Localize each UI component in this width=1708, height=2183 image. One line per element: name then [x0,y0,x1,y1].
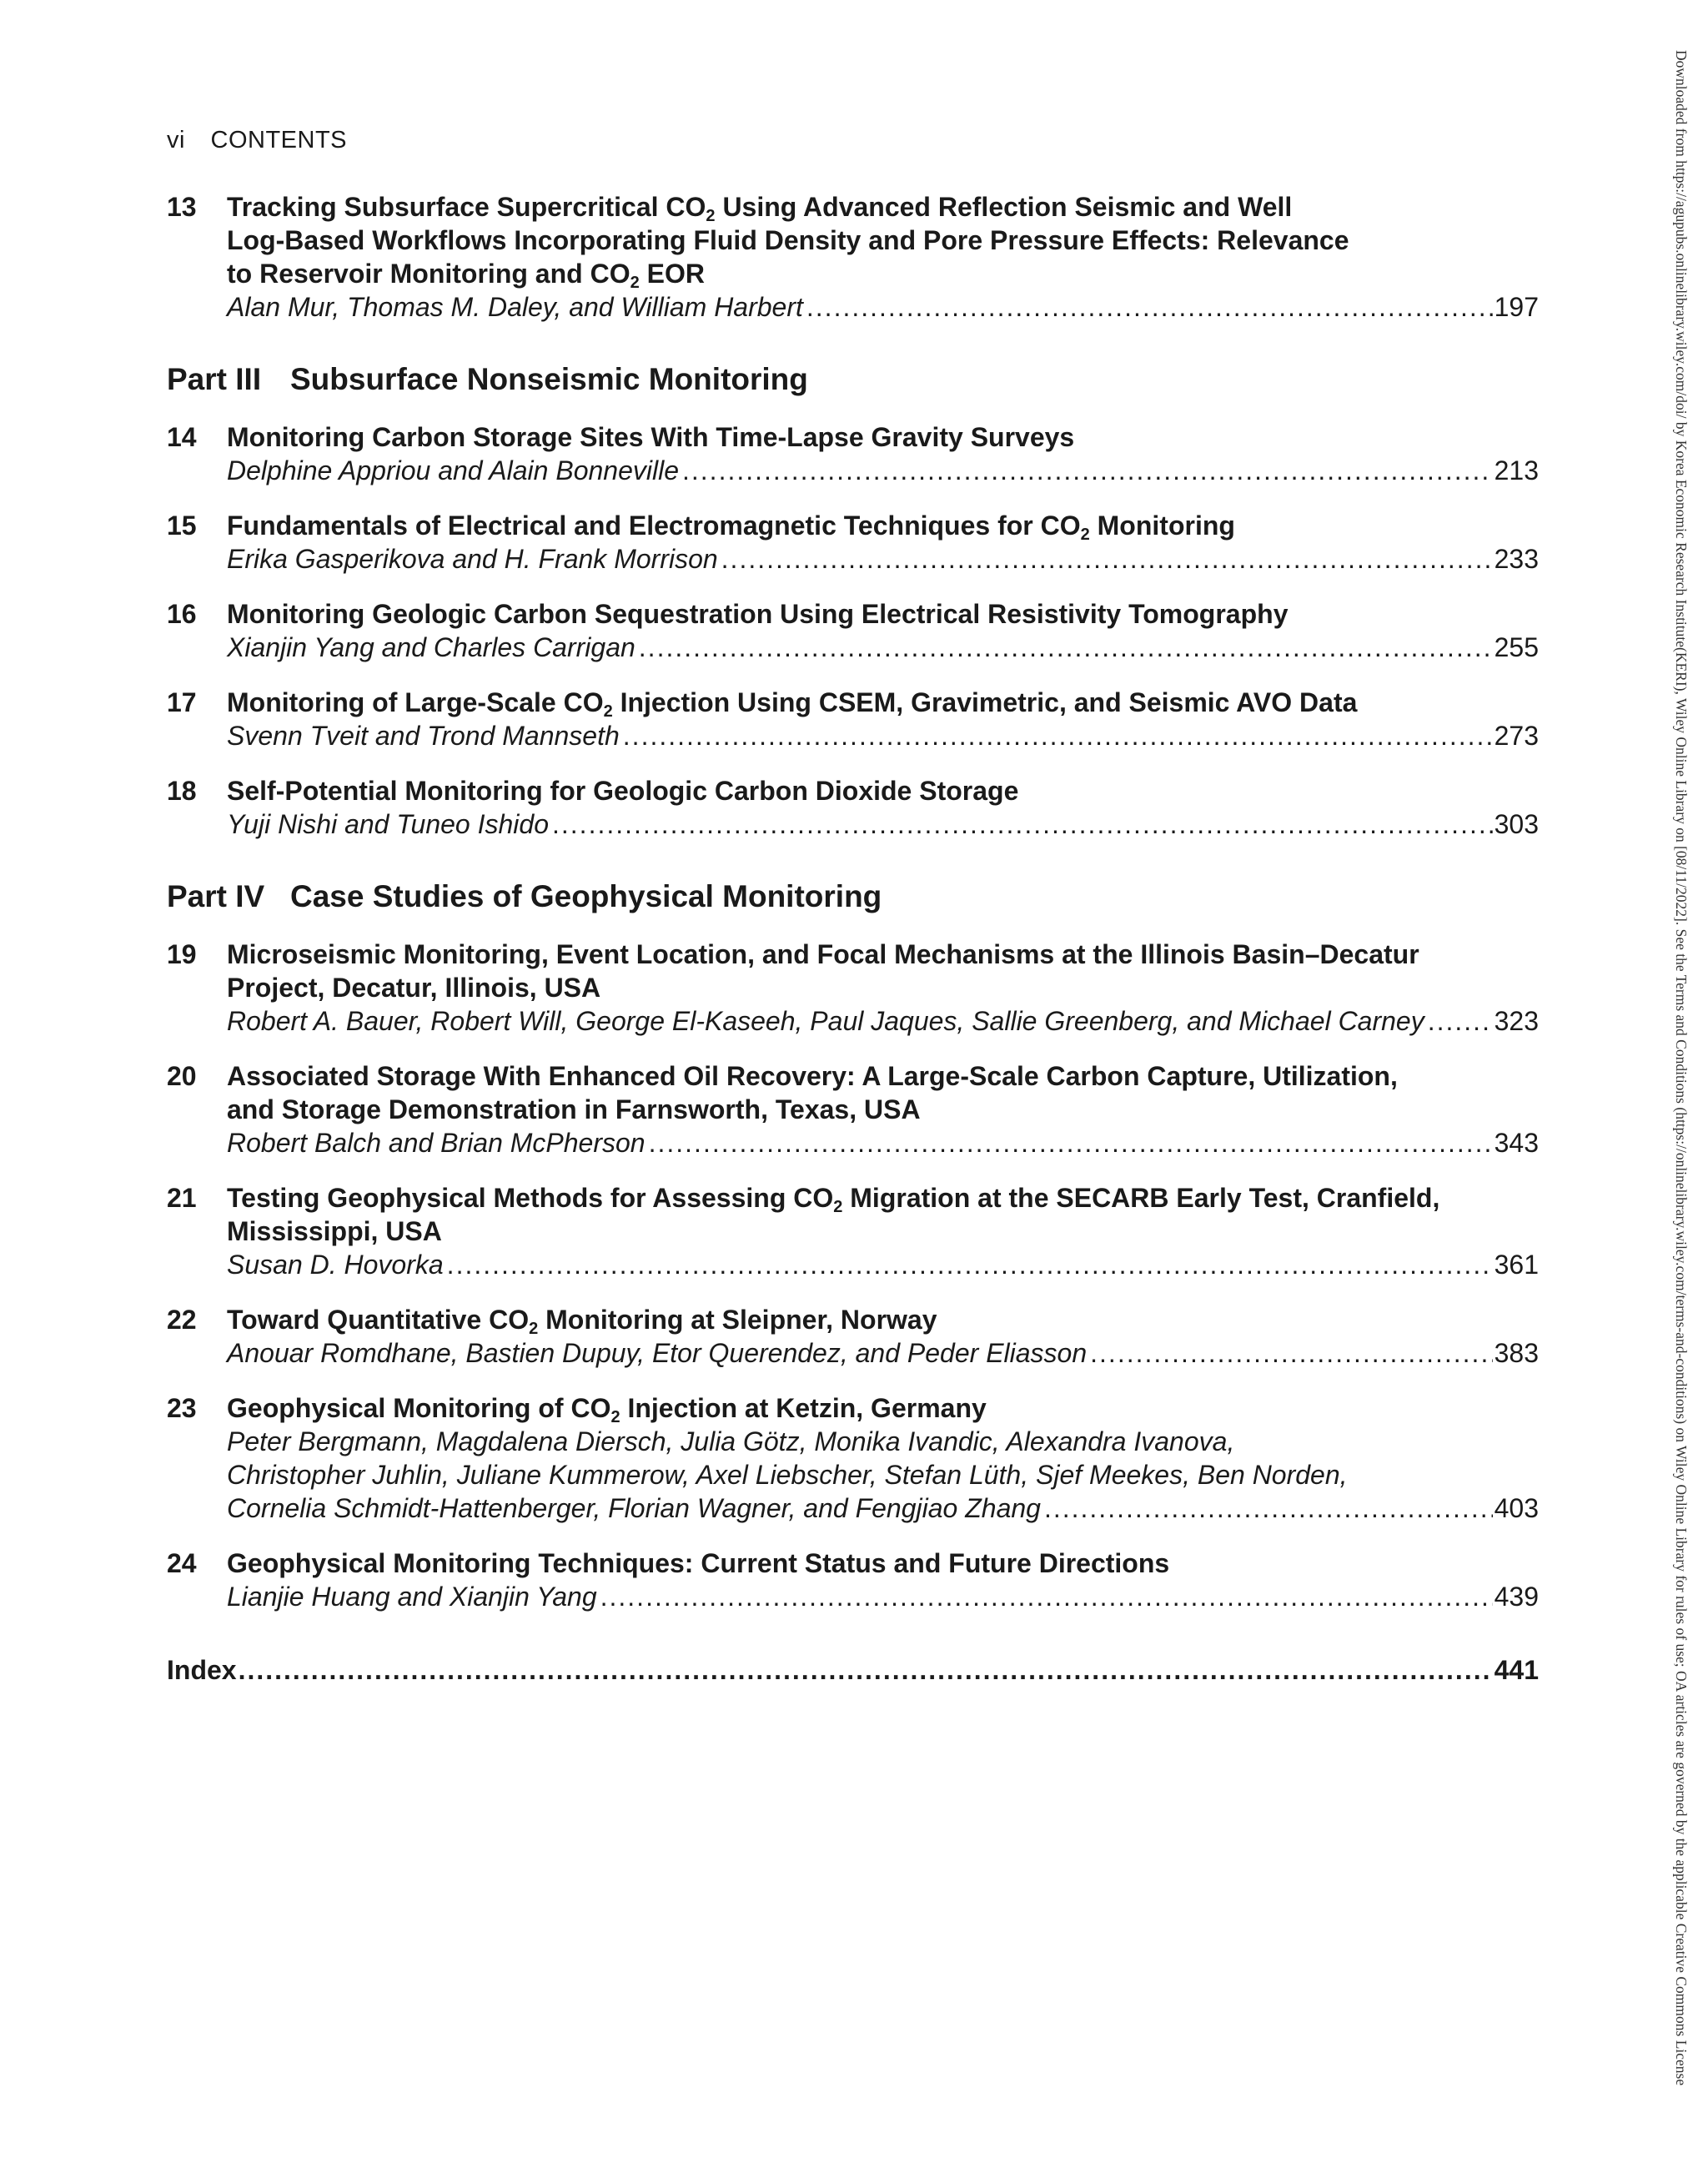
toc-entry-19[interactable] [167,938,1539,1038]
dot-leader [806,290,1493,324]
page-number: 233 [1494,544,1539,574]
toc-entry-14[interactable] [167,420,1539,487]
chapter-title-line: Mississippi, USA [227,1216,442,1246]
chapter-authors: Delphine Appriou and Alain Bonneville [227,455,679,485]
chapter-authors: Erika Gasperikova and H. Frank Morrison [227,544,718,574]
chapter-title-line: Log-Based Workflows Incorporating Fluid Density and Pore Pressure Effects: Relevance [227,225,1349,255]
chapter-authors: Robert A. Bauer, Robert Will, George El-Kaseeh, Paul Jaques, Sallie Greenberg, and Michael Carney [227,1006,1424,1036]
chapter-authors: Cornelia Schmidt-Hattenberger, Florian Wagner, and Fengjiao Zhang [227,1493,1041,1523]
chapter-title: Monitoring of Large-Scale $CO_2$ Injection Using CSEM, Gravimetric, and Seismic AVO Data [227,687,1358,721]
chapter-number: 20 [167,1061,197,1091]
dot-leader [721,542,1493,576]
toc-entry-24[interactable] [167,1547,1539,1613]
part-title: Case Studies of Geophysical Monitoring [290,879,882,913]
page-number: 273 [1494,721,1539,751]
part-label: Part IV [167,879,265,913]
chapter-number: 19 [167,939,197,969]
authors-leader-line [227,542,1539,576]
part-title: Subsurface Nonseismic Monitoring [290,362,808,396]
authors-leader-line [227,807,1539,841]
chapter-authors: Svenn Tveit and Trond Mannseth [227,721,620,751]
chapter-title: Geophysical Monitoring Techniques: Current Status and Future Directions [227,1548,1170,1578]
dot-leader [623,719,1493,752]
toc-entry-22[interactable] [167,1303,1539,1370]
authors-leader-line [227,290,1539,324]
running-head [167,127,347,154]
toc-entry-20[interactable] [167,1059,1539,1159]
index-label: Index [167,1655,237,1685]
chapter-number: 15 [167,511,197,541]
chapter-title: Toward Quantitative $CO_2$ Monitoring at Sleipner, Norway [227,1305,937,1338]
chapter-title: Fundamentals of Electrical and Electromagnetic Techniques for $CO_2$ Monitoring [227,511,1235,544]
page-number: 361 [1494,1250,1539,1280]
toc-entry-17[interactable] [167,686,1539,752]
authors-leader-line [227,1491,1539,1525]
table-of-contents [167,190,1539,1687]
authors-leader-line [227,1004,1539,1038]
chapter-title-line: Project, Decatur, Illinois, USA [227,973,601,1003]
chapter-title: Geophysical Monitoring of $CO_2$ Injection at Ketzin, Germany [227,1393,987,1426]
chapter-title: Monitoring Carbon Storage Sites With Time-Lapse Gravity Surveys [227,422,1075,452]
page-number: 383 [1494,1338,1539,1368]
authors-leader-line [227,1126,1539,1159]
authors-leader-line [227,1248,1539,1281]
toc-entry-13[interactable] [167,190,1539,324]
chapter-title: Tracking Subsurface Supercritical $CO_2$ Using Advanced Reflection Seismic and Well [227,192,1293,225]
chapter-number: 13 [167,192,197,222]
chapter-number: 16 [167,599,197,629]
chapter-authors: Anouar Romdhane, Bastien Dupuy, Etor Querendez, and Peder Eliasson [227,1338,1088,1368]
authors-leader-line [227,454,1539,487]
page-number: 213 [1494,455,1539,485]
chapter-title: Microseismic Monitoring, Event Location, and Focal Mechanisms at the Illinois Basin–Decatur [227,939,1419,969]
authors-leader-line [227,631,1539,664]
dot-leader [447,1248,1493,1281]
page-number: 303 [1494,809,1539,839]
running-head-label: CONTENTS [210,127,348,153]
chapter-authors: Lianjie Huang and Xianjin Yang [227,1582,597,1612]
chapter-authors: Robert Balch and Brian McPherson [227,1128,646,1158]
page-number: 403 [1494,1493,1539,1523]
page-number: 197 [1494,292,1539,322]
page-number: 323 [1494,1006,1539,1036]
authors-leader-line [227,1336,1539,1370]
page-number: 255 [1494,632,1539,662]
part-heading-iii [167,360,1539,399]
chapter-number: 22 [167,1305,197,1335]
toc-entry-index[interactable] [167,1653,1539,1687]
chapter-number: 24 [167,1548,197,1578]
chapter-authors-line: Christopher Juhlin, Juliane Kummerow, Axel Liebscher, Stefan Lüth, Sjef Meekes, Ben Norden, [227,1460,1348,1490]
authors-leader-line [227,719,1539,752]
chapter-title: Self-Potential Monitoring for Geologic Carbon Dioxide Storage [227,776,1019,806]
toc-entry-15[interactable] [167,509,1539,576]
chapter-title-line: and Storage Demonstration in Farnsworth, Texas, USA [227,1094,921,1124]
page-number: 439 [1494,1582,1539,1612]
chapter-title-line: to Reservoir Monitoring and $CO_2$ EOR [227,259,705,292]
page-number: 343 [1494,1128,1539,1158]
page-number: 441 [1494,1655,1539,1685]
dot-leader [1090,1336,1492,1370]
chapter-authors: Alan Mur, Thomas M. Daley, and William Harbert [227,292,803,322]
toc-entry-18[interactable] [167,774,1539,841]
dot-leader [639,631,1493,664]
chapter-number: 21 [167,1183,197,1213]
chapter-authors: Yuji Nishi and Tuneo Ishido [227,809,549,839]
dot-leader [649,1126,1493,1159]
chapter-number: 17 [167,687,197,717]
dot-leader [1428,1004,1493,1038]
toc-entry-23[interactable] [167,1391,1539,1525]
chapter-authors: Susan D. Hovorka [227,1250,444,1280]
download-notice: Downloaded from https://agupubs.onlinelibrary.wiley.com/doi/ by Korea Economic Research Institute(KERI), Wiley Online Library on [08/11/2022]. See the Terms and Conditions (https://onlinelibrary.wiley.com/terms-and-conditions) on Wiley Online Library for rules of use; OA articles are governed by the applicable Creative Commons License [1673,50,1690,2086]
part-label: Part III [167,362,262,396]
dot-leader [682,454,1493,487]
chapter-number: 18 [167,776,197,806]
dot-leader [552,807,1493,841]
chapter-authors: Xianjin Yang and Charles Carrigan [227,632,635,662]
dot-leader [1044,1491,1493,1525]
toc-entry-21[interactable] [167,1181,1539,1281]
chapter-title: Monitoring Geologic Carbon Sequestration Using Electrical Resistivity Tomography [227,599,1289,629]
dot-leader [600,1580,1493,1613]
chapter-number: 23 [167,1393,197,1423]
chapter-title: Testing Geophysical Methods for Assessing $CO_2$ Migration at the SECARB Early Test, Cranfield, [227,1183,1440,1216]
part-heading-iv [167,878,1539,916]
page-folio: vi [167,127,185,153]
chapter-title: Associated Storage With Enhanced Oil Recovery: A Large-Scale Carbon Capture, Utilization, [227,1061,1398,1091]
toc-entry-16[interactable] [167,597,1539,664]
authors-leader-line [227,1580,1539,1613]
chapter-number: 14 [167,422,197,452]
dot-leader [239,1653,1493,1687]
chapter-authors-line: Peter Bergmann, Magdalena Diersch, Julia Götz, Monika Ivandic, Alexandra Ivanova, [227,1426,1235,1456]
